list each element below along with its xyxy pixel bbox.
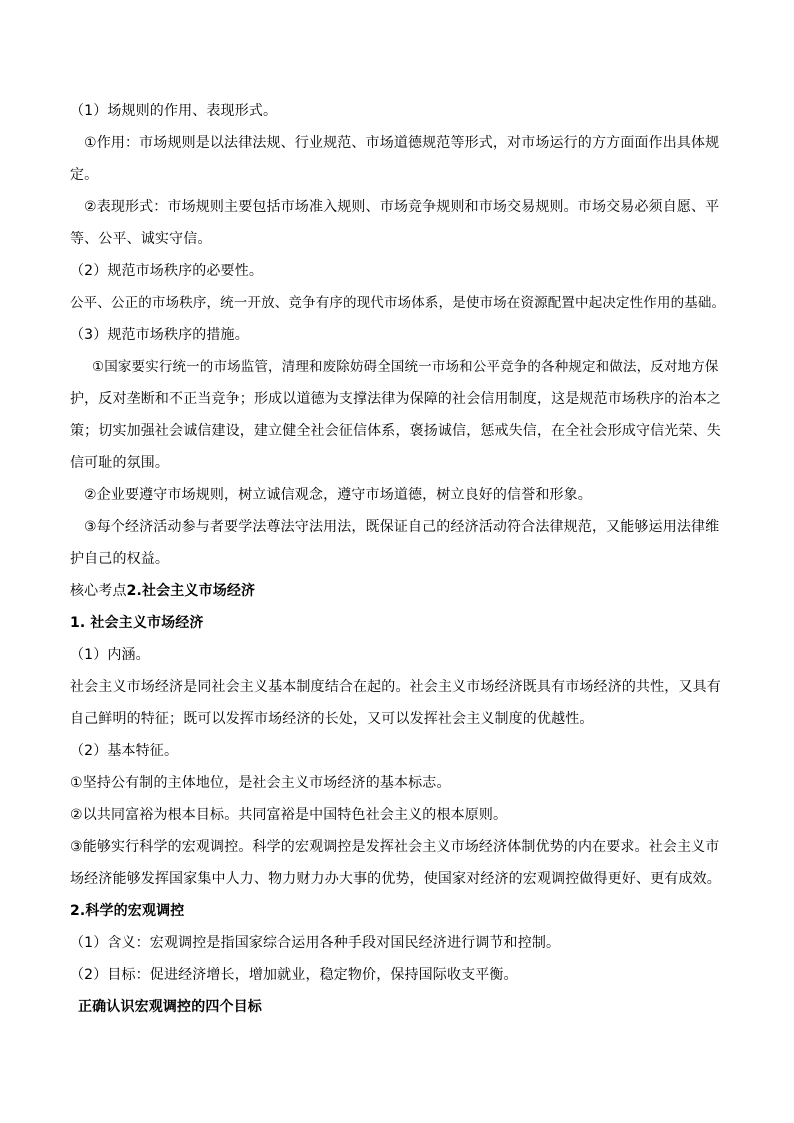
paragraph-line: ②表现形式：市场规则主要包括市场准入规则、市场竞争规则和市场交易规则。市场交易必须自愿、平 [84,199,720,215]
paragraph-line: ①作用：市场规则是以法律法规、行业规范、市场道德规范等形式，对市场运行的方方面面作出具体规 [84,135,720,151]
paragraph-line: ③能够实行科学的宏观调控。科学的宏观调控是发挥社会主义市场经济体制优势的内在要求。社会主义市 [70,839,720,855]
subheading-market-rules: （1）场规则的作用、表现形式。 [70,103,278,119]
section-heading-macro-control: 2.科学的宏观调控 [70,903,185,919]
subheading-basic-features: （2）基本特征。 [70,743,179,759]
paragraph-line: （2）目标：促进经济增长，增加就业，稳定物价，保持国际收支平衡。 [70,967,518,983]
paragraph-line: （1）含义：宏观调控是指国家综合运用各种手段对国民经济进行调节和控制。 [70,935,561,951]
paragraph-line: 公平、公正的市场秩序，统一开放、竞争有序的现代市场体系，是使市场在资源配置中起决定性作用的基础。 [70,295,726,311]
paragraph-line: 信可耻的氛围。 [70,455,170,471]
subheading-four-goals: 正确认识宏观调控的四个目标 [78,999,262,1015]
paragraph-line: 等、公平、诚实守信。 [70,231,212,247]
core-point-title: 2.社会主义市场经济 [126,583,256,599]
paragraph-line: 护，反对垄断和不正当竞争；形成以道德为支撑法律为保障的社会信用制度，这是规范市场秩序的治本之 [70,391,721,407]
paragraph-line: 定。 [70,167,99,183]
subheading-necessity: （2）规范市场秩序的必要性。 [70,263,264,279]
paragraph-line: ③每个经济活动参与者要学法尊法守法用法，既保证自己的经济活动符合法律规范，又能够运用法律维 [84,519,720,535]
paragraph-line: 场经济能够发挥国家集中人力、物力财力办大事的优势，使国家对经济的宏观调控做得更好、更有成效。 [70,871,721,887]
subheading-connotation: （1）内涵。 [70,647,150,663]
paragraph-line: 护自己的权益。 [70,551,170,567]
subheading-measures: （3）规范市场秩序的措施。 [70,327,249,343]
paragraph-line: 策；切实加强社会诚信建设，建立健全社会征信体系，褒扬诚信，惩戒失信，在全社会形成守信光荣、失 [70,423,721,439]
paragraph-line: ①国家要实行统一的市场监管，清理和废除妨碍全国统一市场和公平竞争的各种规定和做法，反对地方保 [92,359,719,375]
paragraph-line: ①坚持公有制的主体地位，是社会主义市场经济的基本标志。 [70,775,451,791]
paragraph-line: 社会主义市场经济是同社会主义基本制度结合在起的。社会主义市场经济既具有市场经济的共性，又具有 [70,679,721,695]
paragraph-line: ②企业要遵守市场规则，树立诚信观念，遵守市场道德，树立良好的信誉和形象。 [84,487,592,503]
paragraph-line: 自己鲜明的特征；既可以发挥市场经济的长处，又可以发挥社会主义制度的优越性。 [70,711,594,727]
paragraph-line: ②以共同富裕为根本目标。共同富裕是中国特色社会主义的根本原则。 [70,807,508,823]
core-point-label: 核心考点 [70,583,127,599]
core-point-heading [70,582,255,600]
section-heading-socialist-market-economy: 1. 社会主义市场经济 [70,615,204,631]
